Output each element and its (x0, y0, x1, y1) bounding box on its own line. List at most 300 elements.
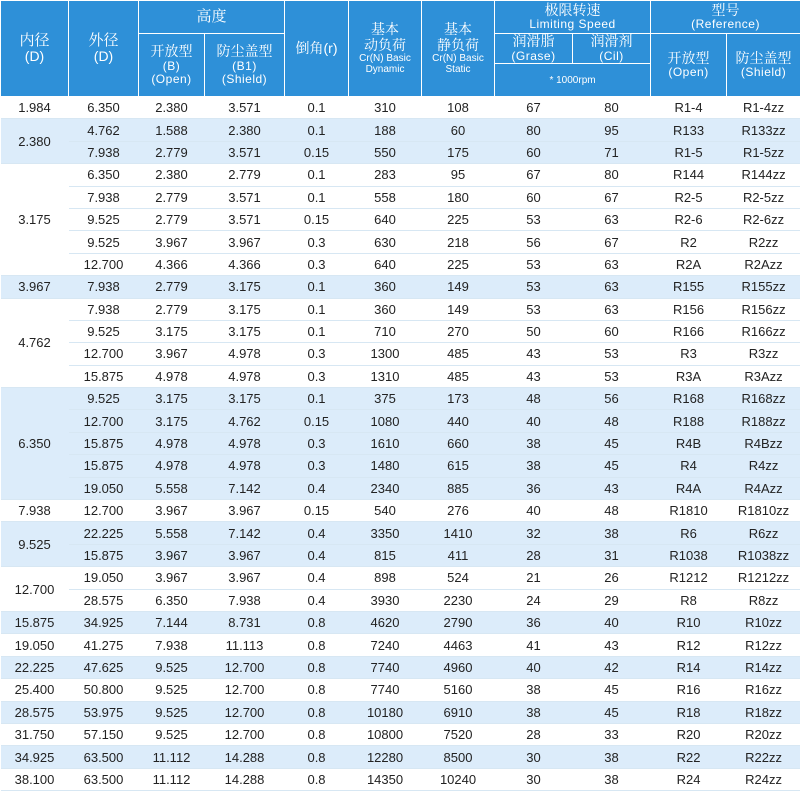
cell-r: 0.8 (285, 634, 349, 656)
cell-shield: R18zz (727, 701, 800, 723)
cell-open: R166 (651, 320, 727, 342)
cell-b: 5.558 (139, 477, 205, 499)
table-row (1, 522, 800, 544)
cell-b1: 12.700 (205, 723, 285, 745)
cell-od: 41.275 (69, 634, 139, 656)
cell-b1: 12.700 (205, 679, 285, 701)
cell-shield: R166zz (727, 320, 800, 342)
cell-b: 4.978 (139, 365, 205, 387)
cell-od: 15.875 (69, 544, 139, 566)
cell-stat: 4463 (422, 634, 495, 656)
cell-grease: 28 (495, 723, 573, 745)
cell-b1: 3.175 (205, 320, 285, 342)
cell-open: R12 (651, 634, 727, 656)
cell-shield: R2Azz (727, 253, 800, 275)
cell-dyn: 360 (349, 298, 422, 320)
header-bore: 内径 (D) (1, 1, 69, 97)
cell-stat: 108 (422, 97, 495, 119)
cell-oil: 42 (573, 656, 651, 678)
cell-open: R8 (651, 589, 727, 611)
cell-stat: 411 (422, 544, 495, 566)
cell-open: R133 (651, 119, 727, 141)
cell-b1: 3.967 (205, 567, 285, 589)
cell-grease: 50 (495, 320, 573, 342)
cell-b1: 12.700 (205, 656, 285, 678)
cell-od: 7.938 (69, 141, 139, 163)
table-row (1, 746, 800, 768)
cell-od: 12.700 (69, 343, 139, 365)
cell-b: 7.938 (139, 634, 205, 656)
cell-shield: R4Azz (727, 477, 800, 499)
cell-r: 0.4 (285, 477, 349, 499)
cell-oil: 56 (573, 388, 651, 410)
cell-bore: 7.938 (1, 500, 69, 522)
cell-stat: 8500 (422, 746, 495, 768)
cell-open: R2A (651, 253, 727, 275)
cell-open: R2-5 (651, 186, 727, 208)
cell-b: 3.967 (139, 567, 205, 589)
cell-b: 9.525 (139, 723, 205, 745)
cell-oil: 53 (573, 365, 651, 387)
header-height: 高度 (139, 1, 285, 34)
cell-shield: R1212zz (727, 567, 800, 589)
cell-oil: 67 (573, 231, 651, 253)
cell-open: R4A (651, 477, 727, 499)
cell-grease: 40 (495, 656, 573, 678)
cell-open: R2-6 (651, 208, 727, 230)
cell-open: R144 (651, 164, 727, 186)
cell-dyn: 188 (349, 119, 422, 141)
cell-od: 63.500 (69, 768, 139, 790)
table-row (1, 186, 800, 208)
cell-bore: 15.875 (1, 611, 69, 633)
cell-r: 0.1 (285, 388, 349, 410)
cell-shield: R4Bzz (727, 432, 800, 454)
cell-b1: 3.571 (205, 208, 285, 230)
cell-od: 4.762 (69, 119, 139, 141)
cell-grease: 43 (495, 365, 573, 387)
cell-od: 12.700 (69, 253, 139, 275)
cell-stat: 2790 (422, 611, 495, 633)
cell-dyn: 550 (349, 141, 422, 163)
cell-dyn: 1480 (349, 455, 422, 477)
cell-od: 7.938 (69, 186, 139, 208)
header-limiting-speed: 极限转速 Limiting Speed (495, 1, 651, 34)
cell-grease: 80 (495, 119, 573, 141)
cell-stat: 173 (422, 388, 495, 410)
cell-dyn: 710 (349, 320, 422, 342)
cell-od: 9.525 (69, 208, 139, 230)
cell-b1: 3.967 (205, 544, 285, 566)
cell-od: 9.525 (69, 231, 139, 253)
cell-grease: 53 (495, 298, 573, 320)
cell-oil: 63 (573, 298, 651, 320)
cell-dyn: 10800 (349, 723, 422, 745)
cell-dyn: 3930 (349, 589, 422, 611)
cell-dyn: 14350 (349, 768, 422, 790)
cell-b: 4.366 (139, 253, 205, 275)
cell-oil: 95 (573, 119, 651, 141)
cell-b: 9.525 (139, 701, 205, 723)
cell-stat: 225 (422, 253, 495, 275)
table-row (1, 723, 800, 745)
cell-shield: R188zz (727, 410, 800, 432)
cell-open: R156 (651, 298, 727, 320)
cell-r: 0.8 (285, 611, 349, 633)
cell-grease: 67 (495, 164, 573, 186)
cell-bore: 12.700 (1, 567, 69, 612)
cell-dyn: 3350 (349, 522, 422, 544)
cell-shield: R8zz (727, 589, 800, 611)
cell-grease: 28 (495, 544, 573, 566)
cell-grease: 48 (495, 388, 573, 410)
cell-stat: 2230 (422, 589, 495, 611)
table-row (1, 544, 800, 566)
cell-dyn: 12280 (349, 746, 422, 768)
cell-stat: 1410 (422, 522, 495, 544)
cell-od: 12.700 (69, 410, 139, 432)
cell-stat: 149 (422, 298, 495, 320)
cell-oil: 38 (573, 746, 651, 768)
cell-od: 12.700 (69, 500, 139, 522)
cell-grease: 67 (495, 97, 573, 119)
cell-grease: 38 (495, 455, 573, 477)
cell-r: 0.8 (285, 701, 349, 723)
cell-b: 2.779 (139, 141, 205, 163)
cell-shield: R3Azz (727, 365, 800, 387)
cell-r: 0.3 (285, 253, 349, 275)
cell-r: 0.1 (285, 298, 349, 320)
cell-dyn: 360 (349, 276, 422, 298)
cell-shield: R24zz (727, 768, 800, 790)
cell-b1: 4.978 (205, 455, 285, 477)
cell-stat: 524 (422, 567, 495, 589)
table-row (1, 298, 800, 320)
cell-shield: R1038zz (727, 544, 800, 566)
cell-oil: 29 (573, 589, 651, 611)
cell-od: 63.500 (69, 746, 139, 768)
cell-dyn: 540 (349, 500, 422, 522)
cell-bore: 31.750 (1, 723, 69, 745)
cell-r: 0.1 (285, 164, 349, 186)
cell-dyn: 7740 (349, 679, 422, 701)
cell-b1: 3.175 (205, 388, 285, 410)
cell-od: 15.875 (69, 455, 139, 477)
cell-shield: R6zz (727, 522, 800, 544)
cell-dyn: 630 (349, 231, 422, 253)
cell-stat: 660 (422, 432, 495, 454)
cell-open: R3A (651, 365, 727, 387)
cell-r: 0.15 (285, 500, 349, 522)
cell-shield: R1810zz (727, 500, 800, 522)
cell-bore: 38.100 (1, 768, 69, 790)
table-row (1, 679, 800, 701)
cell-dyn: 1610 (349, 432, 422, 454)
cell-od: 7.938 (69, 298, 139, 320)
cell-bore: 6.350 (1, 388, 69, 500)
cell-oil: 45 (573, 701, 651, 723)
cell-r: 0.15 (285, 410, 349, 432)
cell-b: 9.525 (139, 656, 205, 678)
cell-od: 19.050 (69, 567, 139, 589)
cell-shield: R16zz (727, 679, 800, 701)
cell-open: R20 (651, 723, 727, 745)
cell-grease: 40 (495, 500, 573, 522)
cell-open: R22 (651, 746, 727, 768)
cell-od: 50.800 (69, 679, 139, 701)
table-row (1, 276, 800, 298)
cell-b: 3.175 (139, 320, 205, 342)
table-row (1, 656, 800, 678)
cell-stat: 10240 (422, 768, 495, 790)
cell-b: 3.967 (139, 231, 205, 253)
cell-od: 9.525 (69, 388, 139, 410)
cell-b1: 14.288 (205, 746, 285, 768)
cell-b: 11.112 (139, 746, 205, 768)
cell-od: 6.350 (69, 164, 139, 186)
cell-bore: 2.380 (1, 119, 69, 164)
table-row (1, 455, 800, 477)
table-row (1, 634, 800, 656)
table-row (1, 567, 800, 589)
header-grease: 润滑脂 (Grase) (495, 34, 573, 64)
cell-open: R155 (651, 276, 727, 298)
cell-b1: 3.967 (205, 231, 285, 253)
cell-stat: 885 (422, 477, 495, 499)
cell-dyn: 310 (349, 97, 422, 119)
cell-bore: 19.050 (1, 634, 69, 656)
cell-shield: R2-5zz (727, 186, 800, 208)
cell-b1: 12.700 (205, 701, 285, 723)
cell-r: 0.1 (285, 186, 349, 208)
cell-b: 9.525 (139, 679, 205, 701)
cell-r: 0.3 (285, 343, 349, 365)
cell-open: R1038 (651, 544, 727, 566)
header-oil: 润滑剂 (Cil) (573, 34, 651, 64)
cell-oil: 45 (573, 679, 651, 701)
cell-shield: R133zz (727, 119, 800, 141)
cell-r: 0.15 (285, 141, 349, 163)
cell-b: 7.144 (139, 611, 205, 633)
cell-r: 0.4 (285, 522, 349, 544)
cell-b: 2.779 (139, 186, 205, 208)
header-chamfer: 倒角(r) (285, 1, 349, 97)
cell-dyn: 1080 (349, 410, 422, 432)
cell-oil: 26 (573, 567, 651, 589)
header-model-open: 开放型 (Open) (651, 34, 727, 97)
cell-oil: 43 (573, 477, 651, 499)
cell-oil: 63 (573, 253, 651, 275)
cell-shield: R1-4zz (727, 97, 800, 119)
cell-dyn: 898 (349, 567, 422, 589)
cell-b1: 8.731 (205, 611, 285, 633)
cell-bore: 34.925 (1, 746, 69, 768)
cell-b1: 7.142 (205, 477, 285, 499)
cell-grease: 24 (495, 589, 573, 611)
cell-bore: 1.984 (1, 97, 69, 119)
table-row (1, 320, 800, 342)
cell-shield: R2zz (727, 231, 800, 253)
cell-od: 9.525 (69, 320, 139, 342)
cell-bore: 28.575 (1, 701, 69, 723)
cell-b1: 4.762 (205, 410, 285, 432)
header-outer-diameter: 外径 (D) (69, 1, 139, 97)
cell-r: 0.8 (285, 679, 349, 701)
cell-oil: 40 (573, 611, 651, 633)
cell-od: 22.225 (69, 522, 139, 544)
cell-open: R4B (651, 432, 727, 454)
cell-b1: 4.366 (205, 253, 285, 275)
cell-od: 6.350 (69, 97, 139, 119)
cell-open: R6 (651, 522, 727, 544)
cell-oil: 63 (573, 208, 651, 230)
cell-oil: 80 (573, 97, 651, 119)
cell-open: R24 (651, 768, 727, 790)
table-row (1, 343, 800, 365)
cell-bore: 22.225 (1, 656, 69, 678)
cell-r: 0.1 (285, 119, 349, 141)
cell-r: 0.4 (285, 544, 349, 566)
cell-open: R4 (651, 455, 727, 477)
table-row (1, 141, 800, 163)
cell-bore: 4.762 (1, 298, 69, 388)
cell-b: 6.350 (139, 589, 205, 611)
cell-b1: 3.571 (205, 186, 285, 208)
cell-dyn: 558 (349, 186, 422, 208)
cell-od: 53.975 (69, 701, 139, 723)
cell-dyn: 1310 (349, 365, 422, 387)
cell-stat: 270 (422, 320, 495, 342)
cell-open: R16 (651, 679, 727, 701)
table-row (1, 119, 800, 141)
table-row (1, 589, 800, 611)
cell-open: R1-5 (651, 141, 727, 163)
header-speed-unit: * 1000rpm (495, 64, 651, 97)
table-row (1, 410, 800, 432)
cell-shield: R4zz (727, 455, 800, 477)
cell-grease: 30 (495, 746, 573, 768)
cell-oil: 33 (573, 723, 651, 745)
cell-stat: 149 (422, 276, 495, 298)
cell-stat: 440 (422, 410, 495, 432)
cell-b: 2.779 (139, 276, 205, 298)
cell-grease: 60 (495, 186, 573, 208)
cell-shield: R12zz (727, 634, 800, 656)
cell-od: 57.150 (69, 723, 139, 745)
cell-stat: 95 (422, 164, 495, 186)
cell-oil: 67 (573, 186, 651, 208)
cell-oil: 53 (573, 343, 651, 365)
cell-b1: 3.175 (205, 298, 285, 320)
cell-r: 0.1 (285, 97, 349, 119)
cell-r: 0.8 (285, 723, 349, 745)
cell-dyn: 1300 (349, 343, 422, 365)
cell-open: R14 (651, 656, 727, 678)
cell-stat: 276 (422, 500, 495, 522)
cell-open: R1-4 (651, 97, 727, 119)
header-model-shield: 防尘盖型 (Shield) (727, 34, 800, 97)
cell-grease: 38 (495, 701, 573, 723)
header-model: 型号 (Reference) (651, 1, 800, 34)
cell-grease: 38 (495, 679, 573, 701)
cell-dyn: 7240 (349, 634, 422, 656)
cell-r: 0.3 (285, 365, 349, 387)
cell-b: 4.978 (139, 455, 205, 477)
cell-grease: 36 (495, 611, 573, 633)
cell-grease: 32 (495, 522, 573, 544)
cell-b1: 7.142 (205, 522, 285, 544)
cell-open: R188 (651, 410, 727, 432)
cell-oil: 80 (573, 164, 651, 186)
table-row (1, 701, 800, 723)
cell-b: 2.779 (139, 298, 205, 320)
cell-r: 0.15 (285, 208, 349, 230)
cell-open: R10 (651, 611, 727, 633)
cell-bore: 25.400 (1, 679, 69, 701)
cell-oil: 45 (573, 455, 651, 477)
cell-stat: 180 (422, 186, 495, 208)
cell-open: R2 (651, 231, 727, 253)
cell-grease: 43 (495, 343, 573, 365)
cell-open: R1212 (651, 567, 727, 589)
cell-b1: 4.978 (205, 365, 285, 387)
cell-b1: 3.967 (205, 500, 285, 522)
cell-b1: 3.175 (205, 276, 285, 298)
cell-shield: R155zz (727, 276, 800, 298)
cell-dyn: 640 (349, 253, 422, 275)
cell-stat: 7520 (422, 723, 495, 745)
table-row (1, 611, 800, 633)
cell-shield: R10zz (727, 611, 800, 633)
header-static-load: 基本 静负荷 Cr(N) Basic Static (422, 1, 495, 97)
cell-b1: 4.978 (205, 343, 285, 365)
cell-dyn: 640 (349, 208, 422, 230)
table-row (1, 477, 800, 499)
cell-stat: 615 (422, 455, 495, 477)
cell-oil: 38 (573, 522, 651, 544)
cell-od: 19.050 (69, 477, 139, 499)
cell-grease: 60 (495, 141, 573, 163)
cell-b: 3.967 (139, 500, 205, 522)
cell-r: 0.8 (285, 768, 349, 790)
cell-b1: 2.779 (205, 164, 285, 186)
cell-dyn: 283 (349, 164, 422, 186)
cell-od: 34.925 (69, 611, 139, 633)
cell-b1: 3.571 (205, 97, 285, 119)
cell-b: 4.978 (139, 432, 205, 454)
cell-open: R18 (651, 701, 727, 723)
cell-b: 3.175 (139, 410, 205, 432)
cell-open: R1810 (651, 500, 727, 522)
cell-r: 0.3 (285, 432, 349, 454)
cell-b: 3.967 (139, 544, 205, 566)
table-row (1, 388, 800, 410)
table-body (1, 97, 800, 791)
cell-b1: 3.571 (205, 141, 285, 163)
header-shield-height: 防尘盖型 (B1) (Shield) (205, 34, 285, 97)
cell-oil: 38 (573, 768, 651, 790)
cell-stat: 218 (422, 231, 495, 253)
cell-oil: 31 (573, 544, 651, 566)
cell-b: 1.588 (139, 119, 205, 141)
cell-shield: R14zz (727, 656, 800, 678)
cell-b1: 7.938 (205, 589, 285, 611)
cell-bore: 3.967 (1, 276, 69, 298)
table-row (1, 208, 800, 230)
cell-grease: 56 (495, 231, 573, 253)
cell-od: 15.875 (69, 432, 139, 454)
cell-grease: 21 (495, 567, 573, 589)
